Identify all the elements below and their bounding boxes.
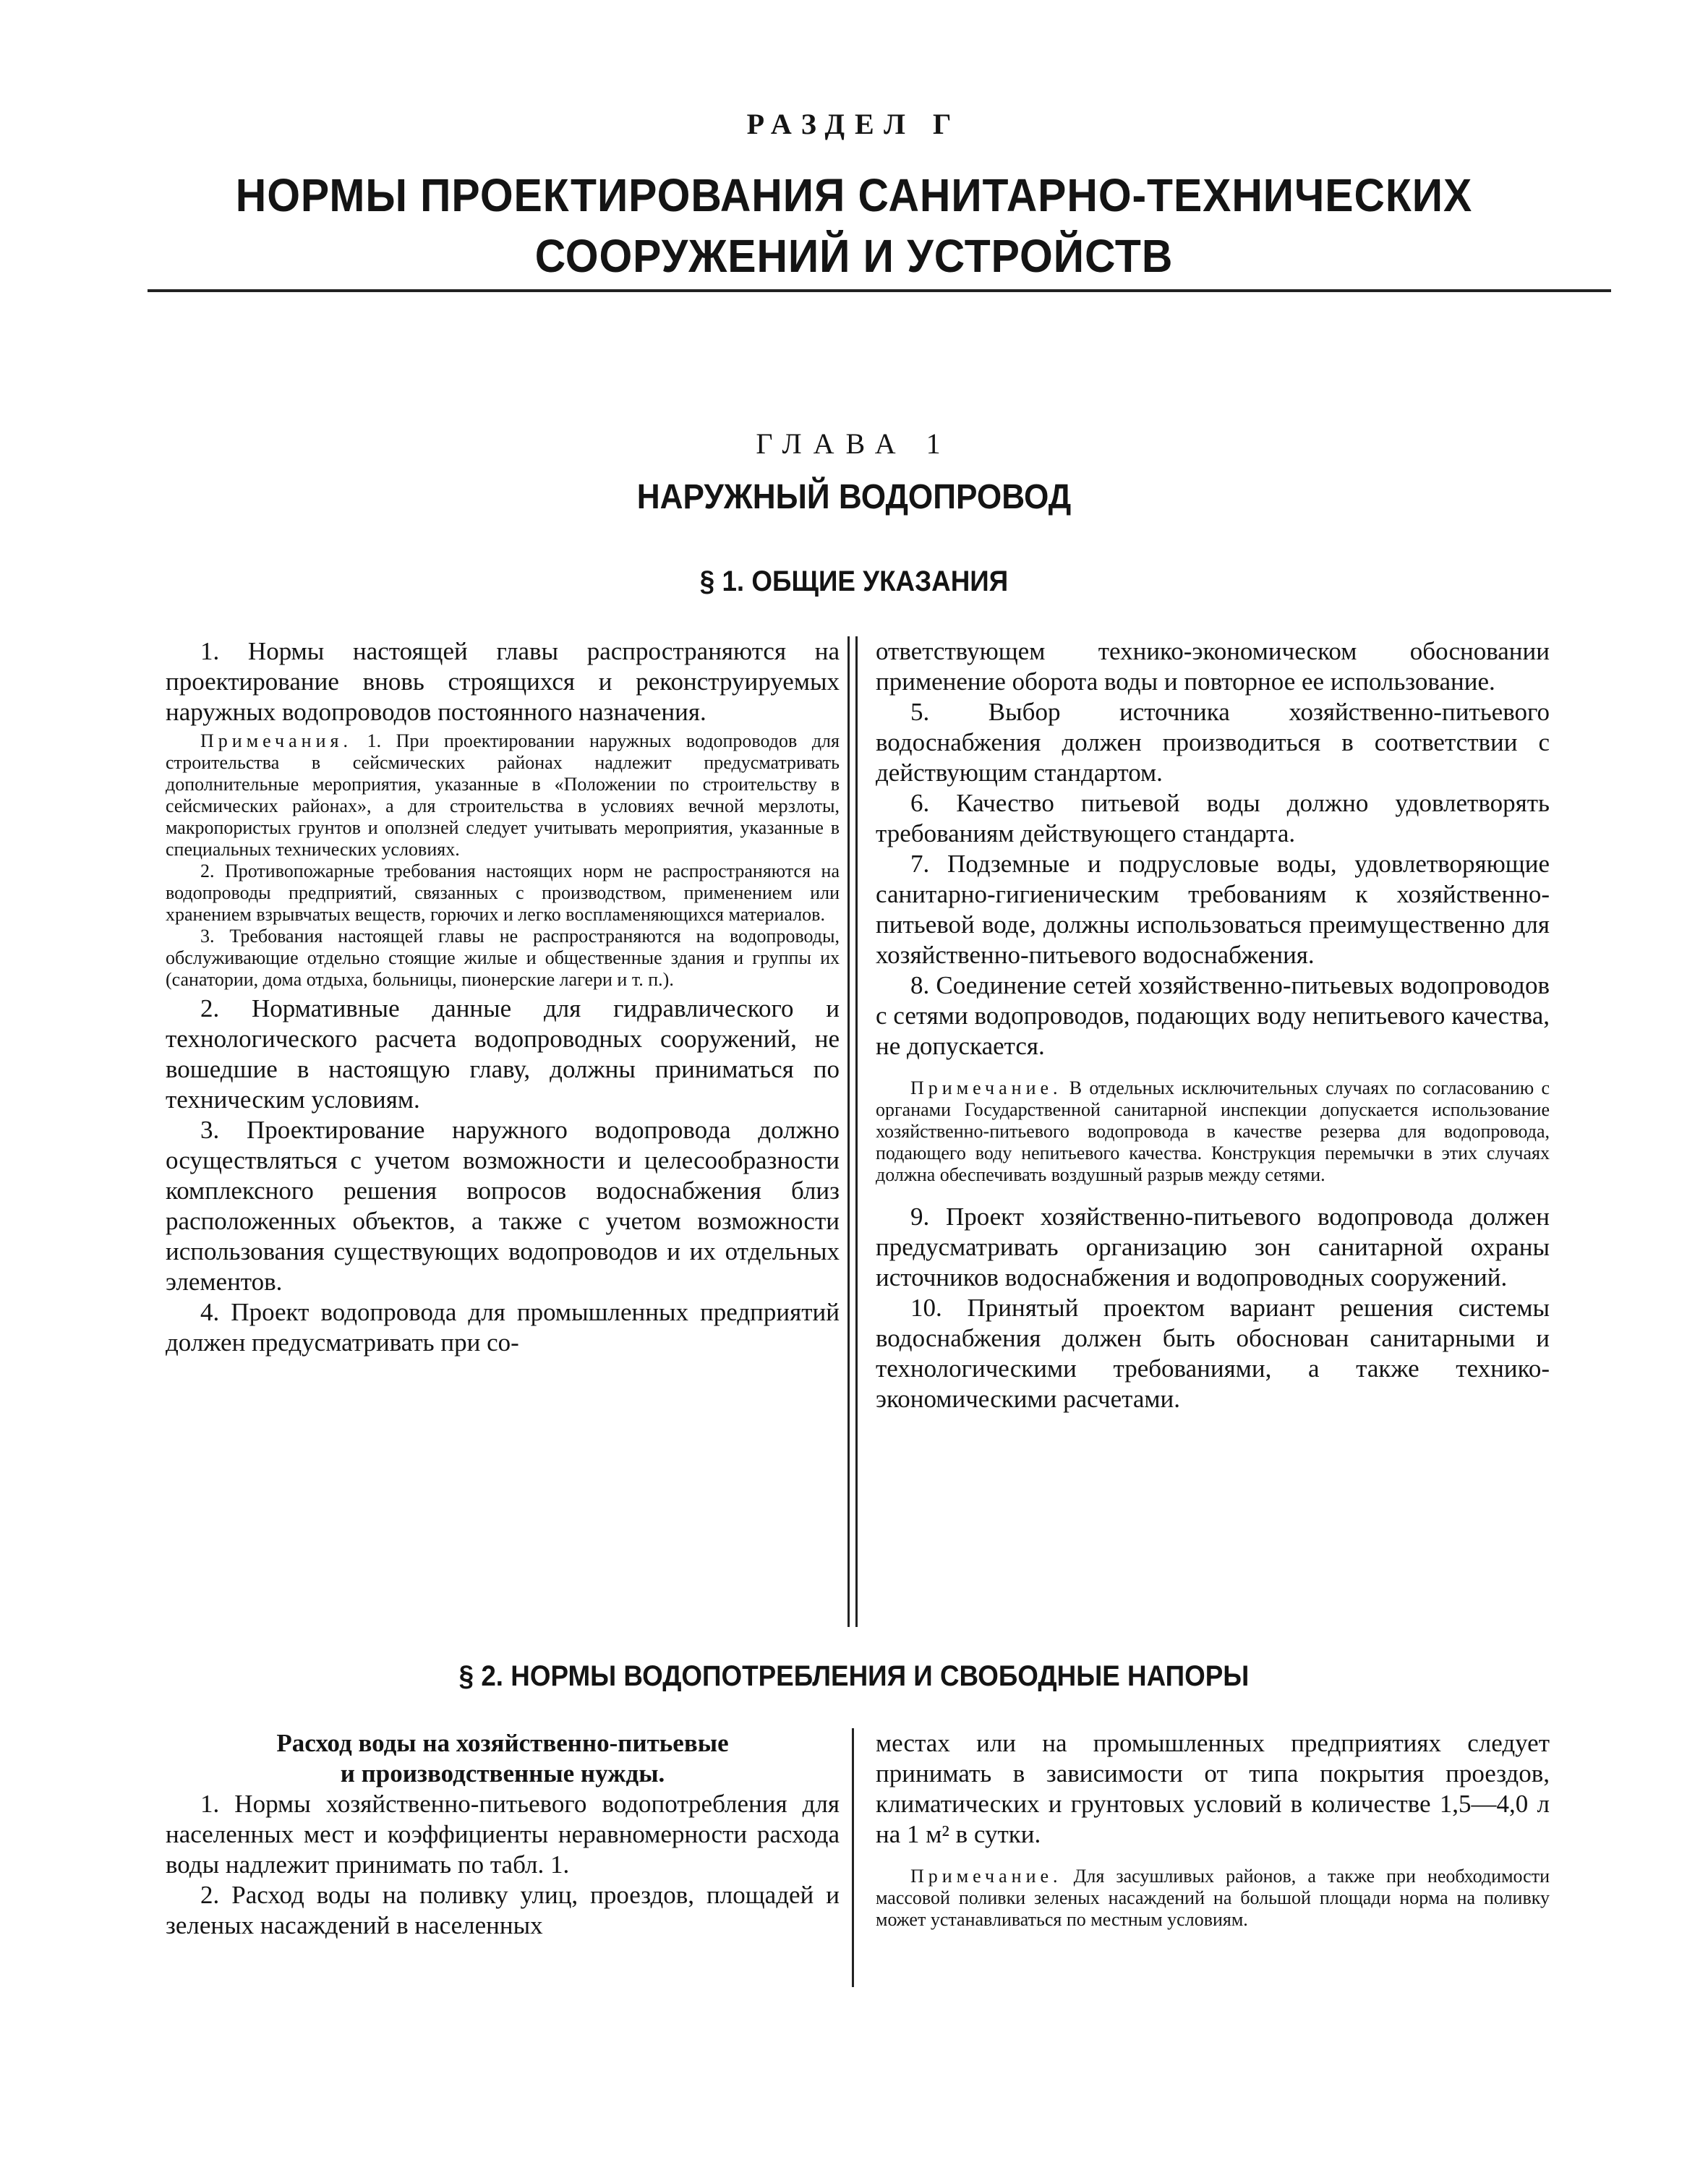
title-rule bbox=[148, 289, 1611, 292]
s1-paragraph-7: 7. Подземные и подрусловые воды, удовлетворяющие санитарно-гигиеническим требованиям к хозяйственно-питьевой воде, должны использоваться преимущественно для хозяйственно-питьевого водоснабжения. bbox=[876, 850, 1550, 969]
s1-right-note-block bbox=[876, 1077, 1550, 1186]
s1-paragraph-2: 2. Нормативные данные для гидравлического и технологического расчета водопроводных сооружений, не вошедшие в настоящую главу, должны приниматься по техническим условиям. bbox=[166, 994, 840, 1114]
s1-paragraph-10: 10. Принятый проектом вариант решения системы водоснабжения должен быть обоснован санитарными и технологическими требованиями, а также технико-экономическими расчетами. bbox=[876, 1294, 1550, 1413]
s1-right-note-text: В отдельных исключительных случаях по согласованию с органами Государственной санитарной инспекции допускается использование хозяйственно-питьевого водопровода в качестве резерва для водопровода, подающего воду непитьевого качества. Конструкция перемычки в этих случаях должна обеспечивать воздушный разрыв между сетями. bbox=[876, 1077, 1550, 1185]
s2-subheading-line1: Расход воды на хозяйственно-питьевые bbox=[276, 1729, 729, 1757]
s1-paragraph-9: 9. Проект хозяйственно-питьевого водопровода должен предусматривать организацию зон санитарной охраны источников водоснабжения и водопроводных сооружений. bbox=[876, 1203, 1550, 1291]
section-title-line1: НОРМЫ ПРОЕКТИРОВАНИЯ САНИТАРНО-ТЕХНИЧЕСКИХ bbox=[235, 169, 1473, 221]
s1-note-3: 3. Требования настоящей главы не распространяются на водопроводы, обслуживающие отдельно стоящие жилые и общественные здания и группы их (санатории, дома отдыха, больницы, пионерские лагери и т. п.). bbox=[166, 926, 840, 990]
section1-left-column bbox=[166, 636, 840, 1358]
s2-note bbox=[876, 1866, 1550, 1931]
column-divider-section2 bbox=[852, 1728, 854, 1987]
section-label: РАЗДЕЛ Г bbox=[746, 108, 962, 140]
s1-paragraph-6: 6. Качество питьевой воды должно удовлетворять требованиям действующего стандарта. bbox=[876, 789, 1550, 847]
s1-note-1-text: 1. При проектировании наружных водопроводов для строительства в сейсмических районах надлежит предусматривать дополнительные мероприятия, указанные в «Положении по строительству в сейсмических районах», а для строительства в условиях вечной мерзлоты, макропористых грунтов и оползней следует учитывать мероприятия, указанные в специальных технических условиях. bbox=[166, 730, 840, 860]
s2-subheading-line2: и производственные нужды. bbox=[340, 1759, 665, 1788]
section-title-line2: СООРУЖЕНИЙ И УСТРОЙСТВ bbox=[534, 230, 1174, 282]
s1-note-label: Примечания. bbox=[200, 730, 352, 751]
s1-note-2: 2. Противопожарные требования настоящих норм не распространяются на водопроводы предприятий, связанных с производством, применением или хранением взрывчатых веществ, горючих и легко воспламеняющихся материалов. bbox=[166, 860, 840, 925]
s1-paragraph-3: 3. Проектирование наружного водопровода должно осуществляться с учетом возможности и целесообразности комплексного решения вопросов водоснабжения близ расположенных объектов, а также с учетом возможности использования существующих водопроводов и их отдельных элементов. bbox=[166, 1116, 840, 1296]
s2-note-text: Для засушливых районов, а также при необходимости массовой поливки зеленых насаждений на большой площади норма на поливку может устанавливаться по местным условиям. bbox=[876, 1866, 1550, 1930]
s1-right-note bbox=[876, 1077, 1550, 1186]
s1-note-1 bbox=[166, 730, 840, 860]
s2-paragraph-2: 2. Расход воды на поливку улиц, проездов, площадей и зеленых насаждений в населенных bbox=[166, 1881, 840, 1939]
s1-paragraph-4-continued: ответствующем технико-экономическом обосновании применение оборота воды и повторное ее использование. bbox=[876, 637, 1550, 696]
s2-note-block bbox=[876, 1866, 1550, 1931]
section2-right-column bbox=[876, 1728, 1550, 1947]
s2-note-label: Примечание. bbox=[910, 1866, 1062, 1887]
s1-right-note-label: Примечание. bbox=[910, 1077, 1062, 1098]
s1-paragraph-1: 1. Нормы настоящей главы распространяются на проектирование вновь строящихся и реконструируемых наружных водопроводов постоянного назначения. bbox=[166, 637, 840, 726]
section1-title: § 1. ОБЩИЕ УКАЗАНИЯ bbox=[699, 565, 1009, 597]
chapter-title: НАРУЖНЫЙ ВОДОПРОВОД bbox=[636, 478, 1072, 516]
chapter-label: ГЛАВА 1 bbox=[756, 427, 952, 460]
s1-paragraph-5: 5. Выбор источника хозяйственно-питьевого водоснабжения должен производиться в соответствии с действующим стандартом. bbox=[876, 698, 1550, 787]
s2-paragraph-1: 1. Нормы хозяйственно-питьевого водопотребления для населенных мест и коэффициенты неравномерности расхода воды надлежит принимать по табл. 1. bbox=[166, 1790, 840, 1879]
section2-title: § 2. НОРМЫ ВОДОПОТРЕБЛЕНИЯ И СВОБОДНЫЕ НАПОРЫ bbox=[458, 1660, 1250, 1692]
s1-notes bbox=[166, 730, 840, 991]
column-divider-section1 bbox=[847, 636, 858, 1627]
s1-paragraph-4: 4. Проект водопровода для промышленных предприятий должен предусматривать при со- bbox=[166, 1298, 840, 1357]
section2-left-column bbox=[166, 1728, 840, 1941]
s1-paragraph-8: 8. Соединение сетей хозяйственно-питьевых водопроводов с сетями водопроводов, подающих воду непитьевого качества, не допускается. bbox=[876, 971, 1550, 1060]
section1-right-column bbox=[876, 636, 1550, 1414]
s2-paragraph-2-continued: местах или на промышленных предприятиях следует принимать в зависимости от типа покрытия проездов, климатических и грунтовых условий в количестве 1,5—4,0 л на 1 м² в сутки. bbox=[876, 1729, 1550, 1848]
